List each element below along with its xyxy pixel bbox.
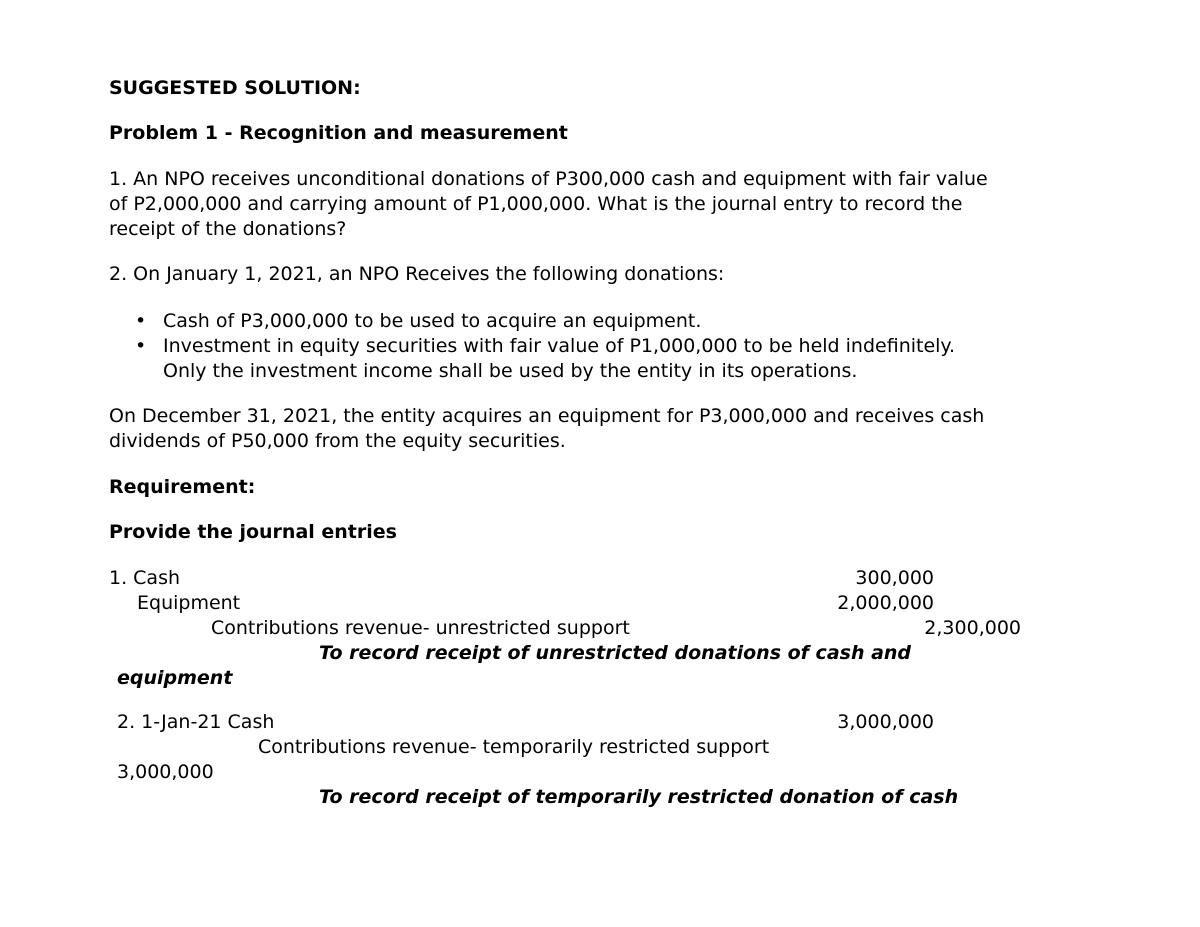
entry-1-memo-line-2: equipment: [117, 667, 233, 689]
entry-2-memo: To record receipt of temporarily restricted donation of cash: [319, 786, 959, 808]
december-31-line-1: On December 31, 2021, the entity acquires an equipment for P3,000,000 and receives cash: [109, 405, 985, 427]
entry-2-debit-label: 2. 1-Jan-21 Cash: [117, 711, 275, 733]
entry-1-credit-label: Contributions revenue- unrestricted support: [211, 617, 630, 639]
entry-1-debit-cash-amount: 300,000: [855, 567, 934, 589]
entry-1-debit-equipment-amount: 2,000,000: [837, 592, 934, 614]
list-item: [109, 309, 1099, 334]
list-item: [109, 334, 1099, 384]
list-item-text-continued: Only the investment income shall be used by the entity in its operations.: [163, 360, 858, 382]
bullet-icon: •: [135, 335, 147, 357]
entry-1-debit-cash-label: 1. Cash: [109, 567, 181, 589]
requirement-label: Requirement:: [109, 476, 256, 498]
entry-1-memo-line-1: To record receipt of unrestricted donations of cash and: [319, 642, 912, 664]
entry-2-debit-amount: 3,000,000: [837, 711, 934, 733]
list-item-text: Investment in equity securities with fair value of P1,000,000 to be held indefinitely.: [163, 335, 956, 357]
question-1-line-2: of P2,000,000 and carrying amount of P1,000,000. What is the journal entry to record the: [109, 193, 963, 215]
entry-2-credit-label: Contributions revenue- temporarily restricted support: [258, 736, 770, 758]
question-1-line-3: receipt of the donations?: [109, 218, 347, 240]
suggested-solution-heading: SUGGESTED SOLUTION:: [109, 77, 361, 99]
bullet-icon: •: [135, 310, 147, 332]
list-item-text: Cash of P3,000,000 to be used to acquire an equipment.: [163, 310, 702, 332]
donations-list: [109, 309, 1099, 384]
question-2-intro: 2. On January 1, 2021, an NPO Receives the following donations:: [109, 263, 725, 285]
entry-1-credit-amount: 2,300,000: [924, 617, 1021, 639]
december-31-line-2: dividends of P50,000 from the equity securities.: [109, 430, 566, 452]
provide-journal-entries-label: Provide the journal entries: [109, 521, 397, 543]
problem-title: Problem 1 - Recognition and measurement: [109, 122, 568, 144]
entry-1-debit-equipment-label: Equipment: [137, 592, 241, 614]
question-1-line-1: 1. An NPO receives unconditional donations of P300,000 cash and equipment with fair value: [109, 168, 988, 190]
entry-2-credit-amount: 3,000,000: [117, 761, 214, 783]
